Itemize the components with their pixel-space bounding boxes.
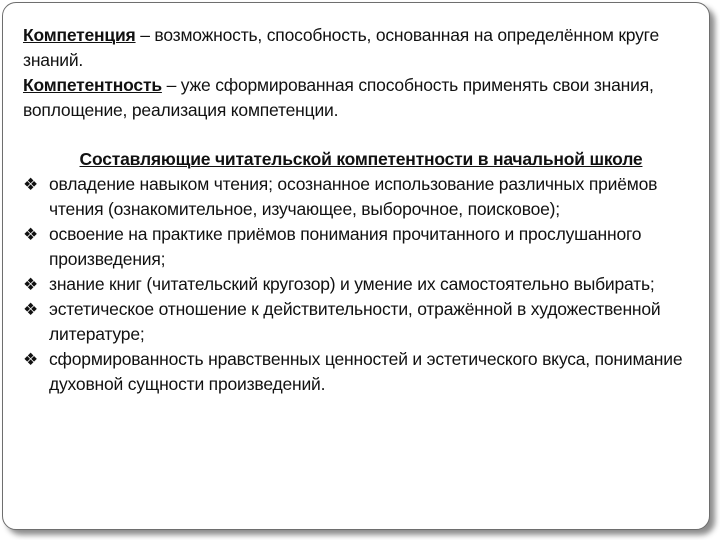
definition-competency [23,73,699,123]
list-item-text: освоение на практике приёмов понимания прочитанного и прослушанного произведения; [49,224,642,269]
list-item [23,172,699,222]
diamond-bullet-icon: ❖ [23,225,39,244]
term-competence: Компетенция [23,25,136,45]
term-competency: Компетентность [23,75,162,95]
list-item-text: овладение навыком чтения; осознанное использование различных приёмов чтения (ознакомительное, изучающее, выборочное, поисковое); [49,174,658,219]
components-list [23,172,699,397]
list-item [23,222,699,272]
definition-competence [23,23,699,73]
list-item [23,297,699,347]
list-item-text: знание книг (читательский кругозор) и умение их самостоятельно выбирать; [49,274,655,294]
diamond-bullet-icon: ❖ [23,350,39,369]
diamond-bullet-icon: ❖ [23,275,39,294]
slide-frame [2,2,710,530]
definitions [23,23,699,123]
list-item [23,272,699,297]
diamond-bullet-icon: ❖ [23,300,39,319]
slide-content [23,23,699,397]
list-item [23,347,699,397]
definition-competency-text: – уже сформированная способность применять свои знания, воплощение, реализация компетенции. [23,75,654,120]
definition-competence-text: – возможность, способность, основанная на определённом круге знаний. [23,25,660,70]
section-heading: Составляющие читательской компетентности в начальной школе [79,149,643,169]
diamond-bullet-icon: ❖ [23,175,39,194]
list-item-text: эстетическое отношение к действительности, отражённой в художественной литературе; [49,299,661,344]
list-item-text: сформированность нравственных ценностей и эстетического вкуса, понимание духовной сущности произведений. [49,349,683,394]
